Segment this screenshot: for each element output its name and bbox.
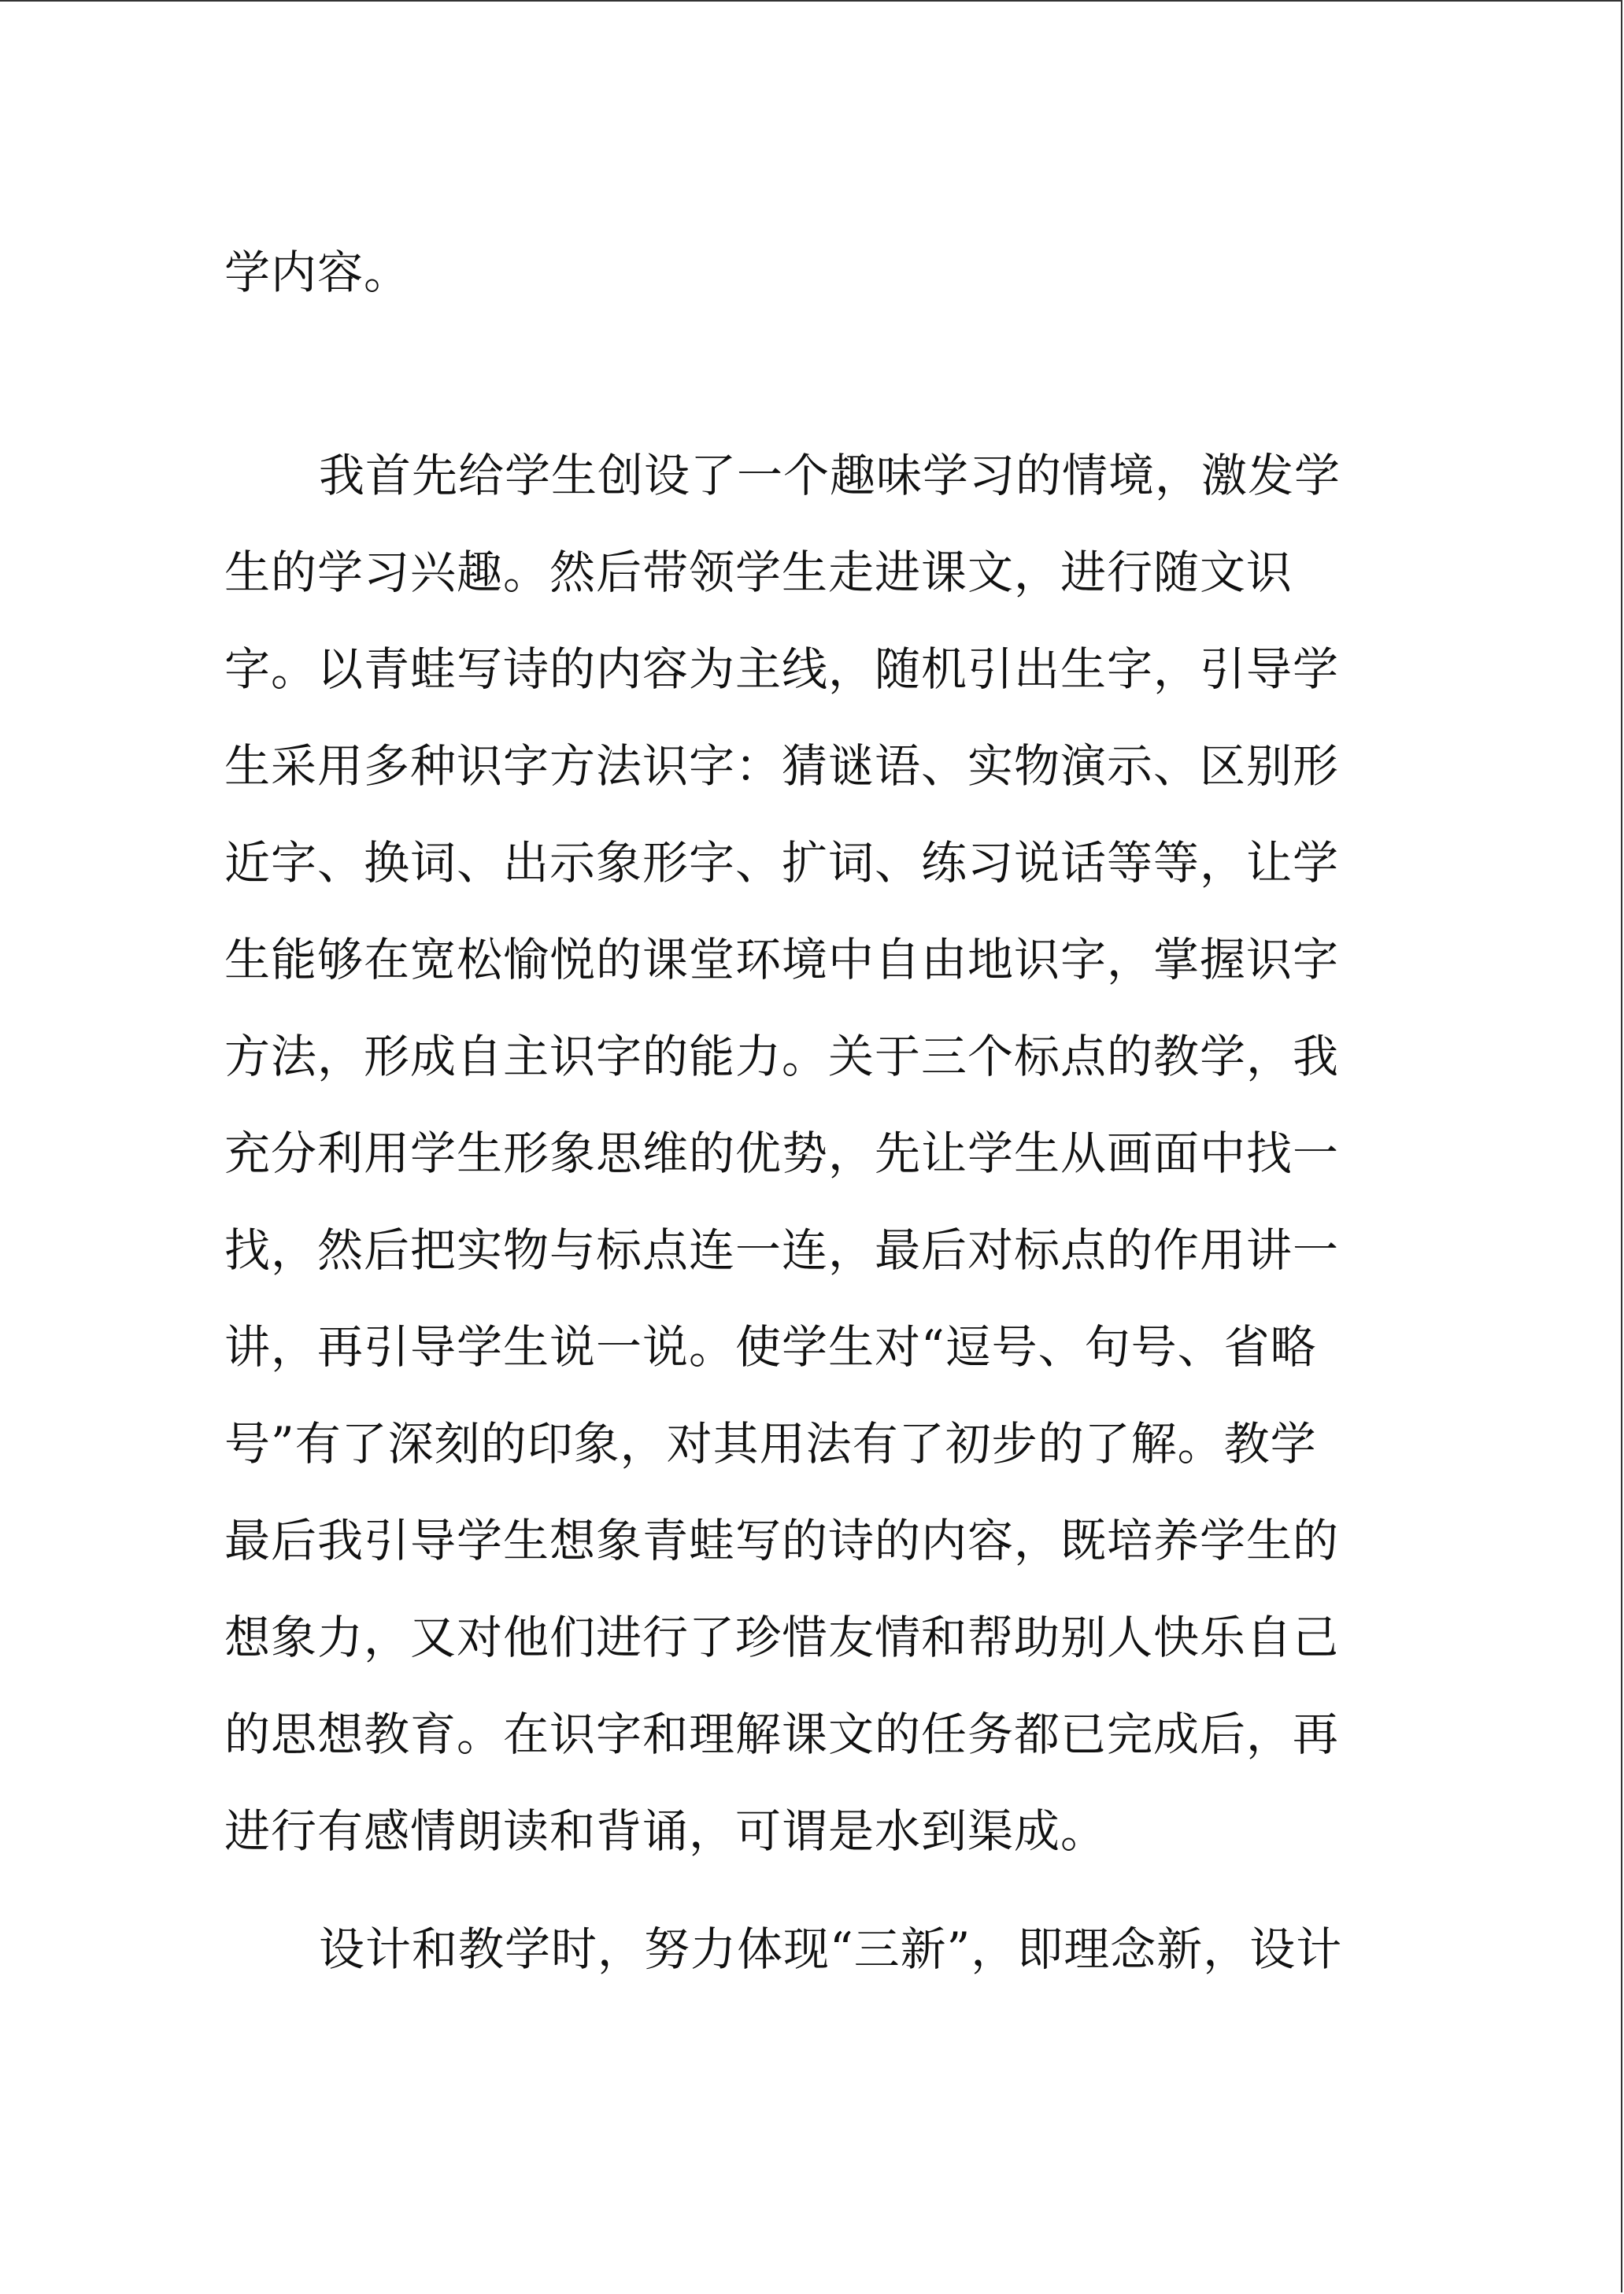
text-line: 最后我引导学生想象青蛙写的诗的内容，既培养学生的 [224,1514,1340,1567]
text-line: 号”有了深刻的印象，对其用法有了初步的了解。教学 [224,1417,1317,1471]
text-line: 想象力，又对他们进行了珍惜友情和帮助别人快乐自己 [224,1611,1340,1664]
paragraph-start-line: 设计和教学时，努力体现“三新”，即理念新，设计 [319,1922,1343,1976]
text-line: 讲，再引导学生说一说。使学生对“逗号、句号、省略 [224,1320,1317,1374]
text-line: 学内容。 [224,246,411,299]
text-line: 生采用多种识字方法识字：猜谜语、实物演示、区别形 [224,739,1340,793]
text-line: 近字、换词、出示象形字、扩词、练习说话等等，让学 [224,836,1340,890]
text-line: 字。以青蛙写诗的内容为主线，随机引出生字，引导学 [224,642,1340,696]
text-line: 方法，形成自主识字的能力。关于三个标点的教学，我 [224,1030,1340,1083]
text-line: 的思想教育。在识字和理解课文的任务都已完成后，再 [224,1708,1340,1761]
text-line: 生的学习兴趣。然后带领学生走进课文，进行随文识 [224,546,1293,599]
text-line: 充分利用学生形象思维的优势，先让学生从画面中找一 [224,1127,1340,1180]
paragraph-start-line: 我首先给学生创设了一个趣味学习的情境，激发学 [319,449,1341,502]
text-line: 找，然后把实物与标点连一连，最后对标点的作用讲一 [224,1223,1340,1277]
text-line: 进行有感情朗读和背诵，可谓是水到渠成。 [224,1804,1108,1858]
text-line: 生能够在宽松愉悦的课堂环境中自由地识字，掌握识字 [224,933,1340,986]
